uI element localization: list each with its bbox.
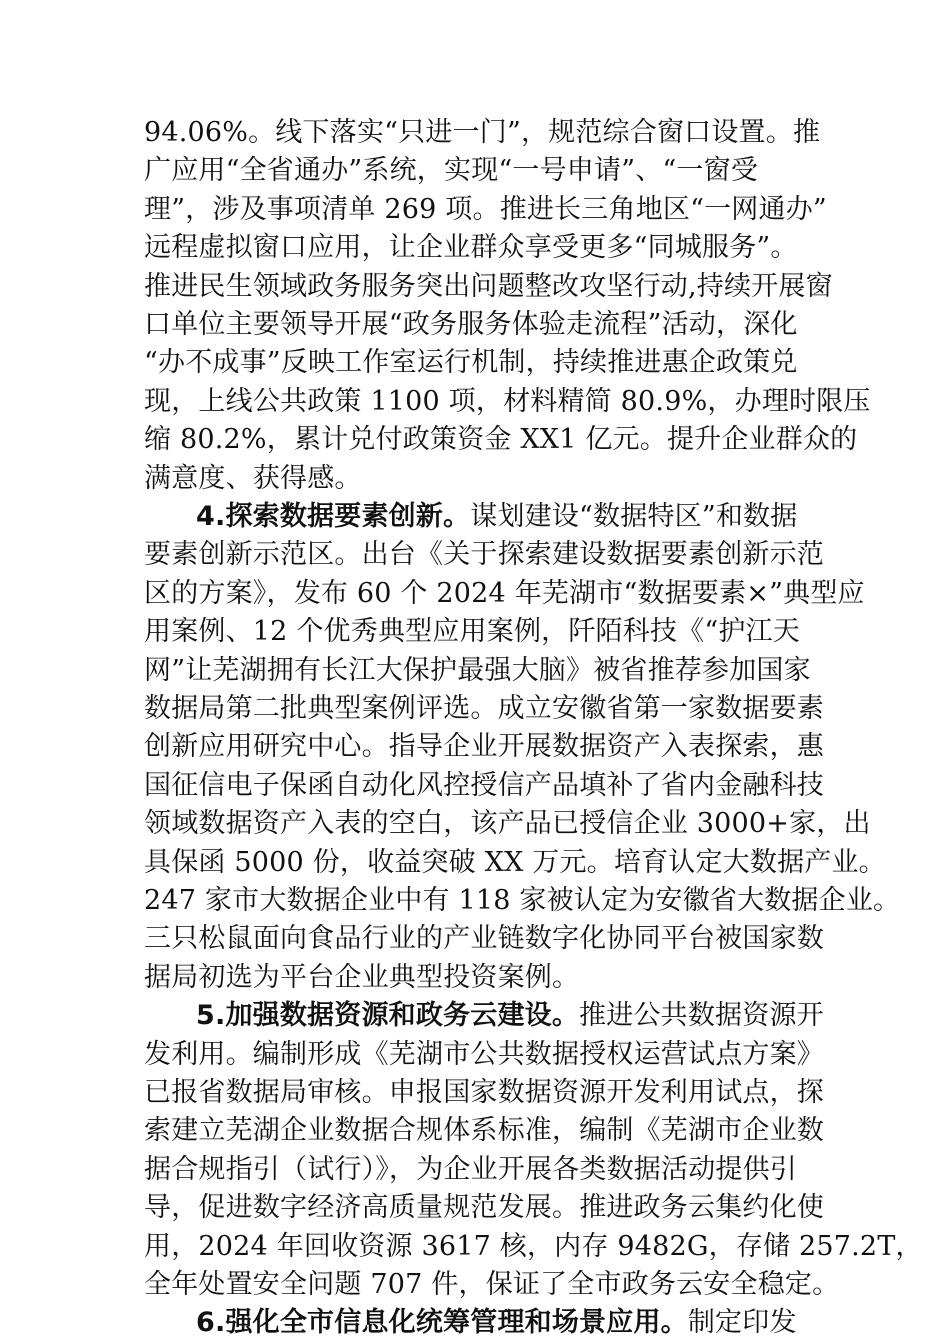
line-text: 国征信电子保函自动化风控授信产品填补了省内金融科技 bbox=[144, 769, 824, 801]
paragraph-line bbox=[144, 420, 858, 460]
line-text: 三只松鼠面向食品行业的产业链数字化协同平台被国家数 bbox=[144, 923, 824, 955]
paragraph-line bbox=[144, 727, 824, 767]
line-text: 现，上线公共政策 1100 项，材料精简 80.9%，办理时限压 bbox=[144, 385, 871, 417]
paragraph-line bbox=[144, 1188, 824, 1228]
line-text: 据局初选为平台企业典型投资案例。 bbox=[144, 961, 580, 993]
paragraph-line bbox=[144, 535, 824, 575]
line-text: 远程虚拟窗口应用，让企业群众享受更多“同城服务”。 bbox=[144, 232, 798, 264]
section-heading: 6.强化全市信息化统筹管理和场景应用。 bbox=[196, 1307, 688, 1339]
line-text: 据合规指引（试行）》，为企业开展各类数据活动提供引 bbox=[144, 1153, 797, 1185]
line-text: 已报省数据局审核。申报国家数据资源开发利用试点，探 bbox=[144, 1077, 824, 1108]
line-text: 缩 80.2%，累计兑付政策资金 XX1 亿元。提升企业群众的 bbox=[144, 424, 858, 456]
line-text: 广应用“全省通办”系统，实现“一号申请”、“一窗受 bbox=[144, 155, 759, 187]
paragraph-line bbox=[144, 343, 814, 383]
paragraph-line bbox=[144, 305, 814, 345]
line-text: 全年处置安全问题 707 件，保证了全市政务云安全稳定。 bbox=[144, 1269, 840, 1300]
line-text: 发利用。编制形成《芜湖市公共数据授权运营试点方案》 bbox=[144, 1038, 824, 1070]
line-text: 推进民生领域政务服务突出问题整改攻坚行动,持续开展窗 bbox=[144, 270, 833, 302]
line-text: “办不成事”反映工作室运行机制，持续推进惠企政策兑 bbox=[144, 347, 798, 379]
line-text: 数据局第二批典型案例评选。成立安徽省第一家数据要素 bbox=[144, 693, 824, 724]
paragraph-line bbox=[144, 1150, 814, 1190]
section-heading: 5.加强数据资源和政务云建设。 bbox=[196, 1000, 580, 1032]
paragraph-line bbox=[144, 843, 886, 883]
paragraph-line bbox=[144, 1111, 824, 1151]
line-text: 网”让芜湖拥有长江大保护最强大脑》被省推荐参加国家 bbox=[144, 654, 811, 686]
line-text: 要素创新示范区。出台《关于探索建设数据要素创新示范 bbox=[144, 539, 824, 571]
line-text: 创新应用研究中心。指导企业开展数据资产入表探索，惠 bbox=[144, 731, 824, 763]
paragraph-line bbox=[144, 1265, 840, 1305]
line-text: 口单位主要领导开展“政务服务体验走流程”活动，深化 bbox=[144, 309, 798, 340]
line-text: 94.06%。线下落实“只进一门”，规范综合窗口设置。推 bbox=[144, 117, 821, 148]
line-text: 领域数据资产入表的空白，该产品已授信企业 3000+家，出 bbox=[144, 808, 871, 840]
paragraph-line bbox=[144, 151, 814, 191]
paragraph-line bbox=[144, 1073, 824, 1113]
paragraph-line bbox=[144, 919, 824, 959]
section-heading-line bbox=[196, 996, 824, 1036]
paragraph-line bbox=[144, 958, 814, 998]
section-heading-line bbox=[196, 497, 816, 537]
line-text: 谋划建设“数据特区”和数据 bbox=[470, 501, 798, 532]
paragraph-line bbox=[144, 612, 814, 652]
line-text: 满意度、获得感。 bbox=[144, 462, 362, 494]
line-text: 用案例、12 个优秀典型应用案例，阡陌科技《“护江天 bbox=[144, 616, 800, 648]
section-heading: 4.探索数据要素创新。 bbox=[196, 501, 471, 532]
paragraph-line bbox=[144, 651, 814, 691]
paragraph-line bbox=[144, 1227, 923, 1267]
line-text: 索建立芜湖企业数据合规体系标准，编制《芜湖市企业数 bbox=[144, 1115, 824, 1147]
paragraph-line bbox=[144, 1035, 824, 1075]
paragraph-line bbox=[144, 459, 814, 499]
line-text: 理”，涉及事项清单 269 项。推进长三角地区“一网通办” bbox=[144, 193, 827, 225]
line-text: 推进公共数据资源开 bbox=[579, 1000, 824, 1032]
paragraph-line bbox=[144, 689, 824, 729]
paragraph-line bbox=[144, 804, 871, 844]
section-heading-line bbox=[196, 1303, 816, 1343]
line-text: 用，2024 年回收资源 3617 核，内存 9482G，存储 257.2T， bbox=[144, 1230, 923, 1262]
paragraph-line bbox=[144, 190, 827, 230]
line-text: 247 家市大数据企业中有 118 家被认定为安徽省大数据企业。 bbox=[144, 885, 901, 916]
paragraph-line bbox=[144, 113, 821, 153]
paragraph-line bbox=[144, 228, 814, 268]
line-text: 区的方案》，发布 60 个 2024 年芜湖市“数据要素×”典型应 bbox=[144, 577, 865, 609]
paragraph-line bbox=[144, 382, 871, 422]
paragraph-line bbox=[144, 574, 865, 614]
line-text: 导，促进数字经济高质量规范发展。推进政务云集约化使 bbox=[144, 1192, 824, 1224]
line-text: 制定印发 bbox=[687, 1307, 797, 1339]
paragraph-line bbox=[144, 267, 833, 307]
line-text: 具保函 5000 份，收益突破 XX 万元。培育认定大数据产业。 bbox=[144, 846, 886, 878]
paragraph-line bbox=[144, 766, 824, 806]
paragraph-line bbox=[144, 881, 901, 921]
